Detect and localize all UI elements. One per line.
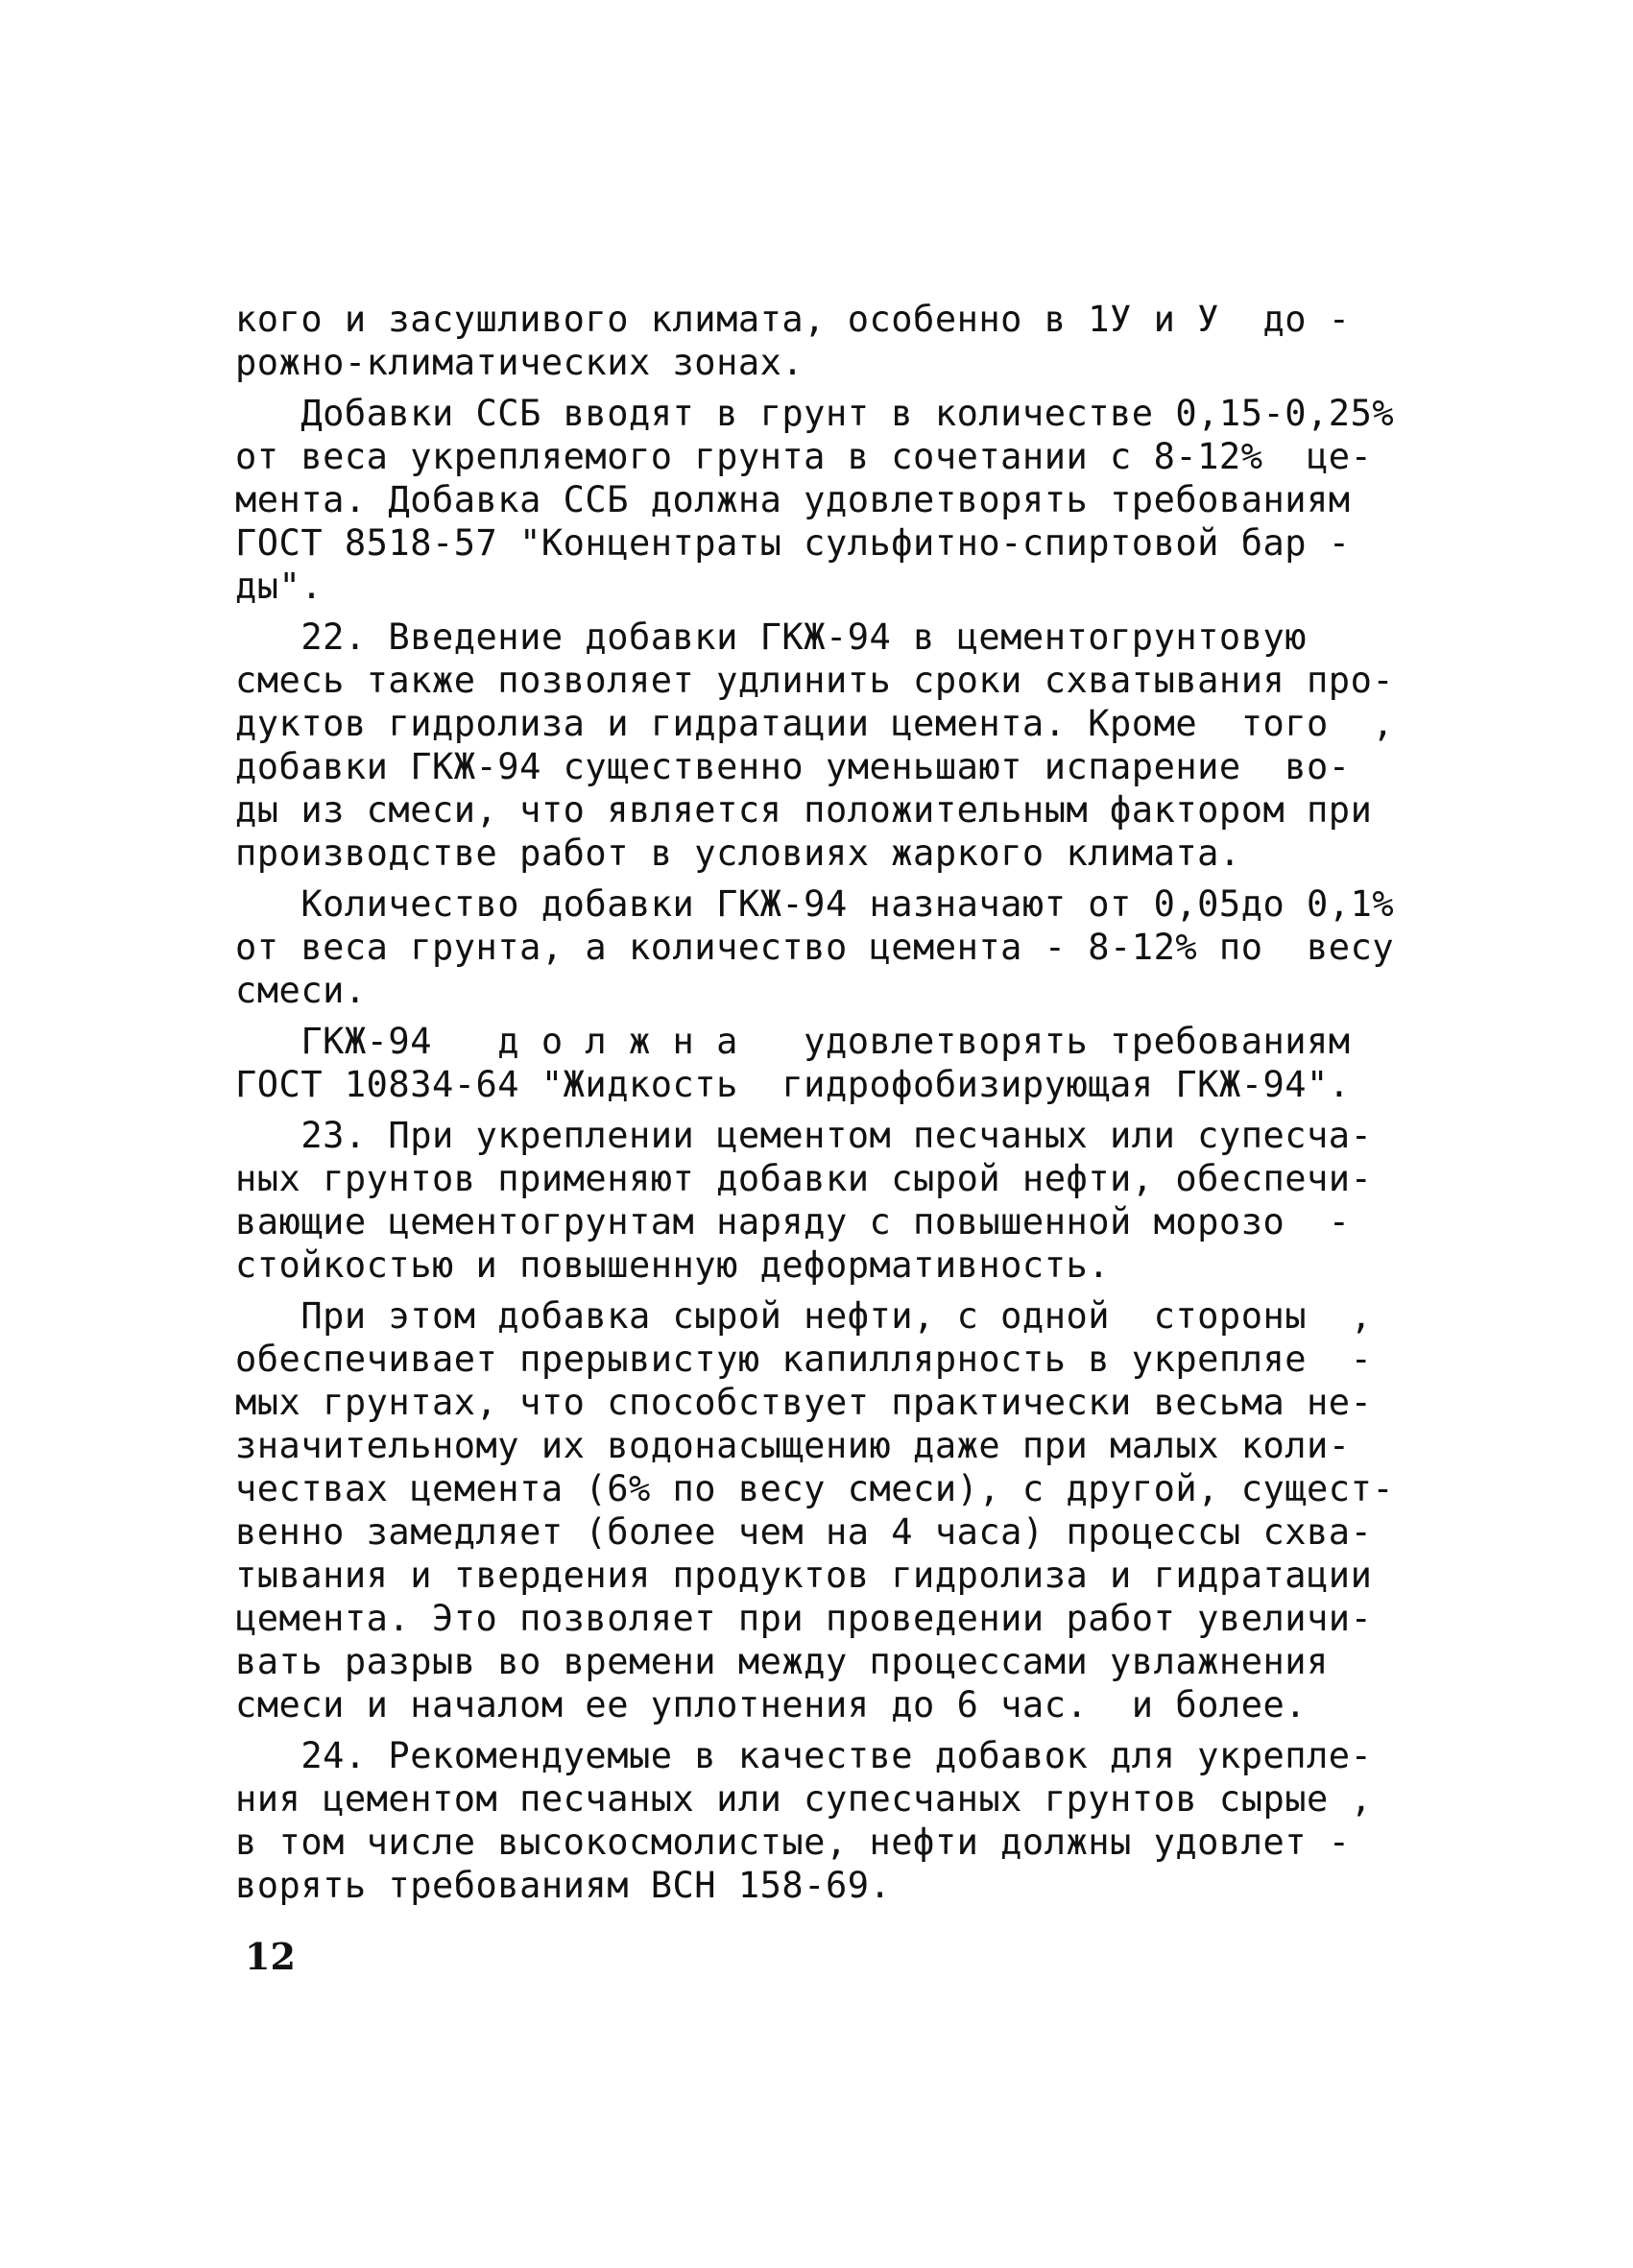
- document-text: [235, 298, 1395, 1907]
- text-line: венно замедляет (более чем на 4 часа) процессы схва-: [235, 1511, 1373, 1553]
- text-line: мых грунтах, что способствует практически весьма не-: [235, 1382, 1373, 1423]
- paragraph-gap: [235, 1287, 1373, 1294]
- text-line: в том числе высокосмолистые, нефти должны удовлет -: [235, 1822, 1351, 1863]
- paragraph-gap: [235, 1012, 1373, 1020]
- text-line: смесь также позволяет удлинить сроки схватывания про-: [235, 660, 1395, 701]
- text-line: обеспечивает прерывистую капиллярность в укрепляе -: [235, 1339, 1373, 1380]
- text-line: Количество добавки ГКЖ-94 назначают от 0,05до 0,1%: [235, 883, 1395, 925]
- text-line: добавки ГКЖ-94 существенно уменьшают испарение во-: [235, 746, 1351, 787]
- text-line: тывания и твердения продуктов гидролиза и гидратации: [235, 1555, 1373, 1596]
- text-line: мента. Добавка ССБ должна удовлетворять требованиям: [235, 479, 1351, 520]
- text-line: стойкостью и повышенную деформативность.: [235, 1244, 1111, 1286]
- text-line: ных грунтов применяют добавки сырой нефти, обеспечи-: [235, 1158, 1373, 1199]
- paragraph-gap: [235, 1726, 1373, 1734]
- text-line: ды из смеси, что является положительным фактором при: [235, 789, 1373, 831]
- text-line: Добавки ССБ вводят в грунт в количестве 0,15-0,25%: [235, 393, 1395, 434]
- text-line: чествах цемента (6% по весу смеси), с другой, сущест-: [235, 1468, 1395, 1509]
- text-line: рожно-климатических зонах.: [235, 342, 804, 383]
- paragraph-gap: [235, 608, 1373, 615]
- text-line: ды".: [235, 566, 324, 607]
- text-line: 22. Введение добавки ГКЖ-94 в цементогрунтовую: [235, 616, 1308, 658]
- text-line: цемента. Это позволяет при проведении работ увеличи-: [235, 1598, 1373, 1639]
- text-line: ГКЖ-94 д о л ж н а удовлетворять требованиям: [235, 1021, 1351, 1062]
- paragraph-gap: [235, 1106, 1373, 1114]
- paragraph-gap: [235, 875, 1373, 882]
- text-line: ворять требованиям ВСН 158-69.: [235, 1865, 892, 1906]
- text-line: ния цементом песчаных или супесчаных грунтов сырые ,: [235, 1778, 1373, 1820]
- text-line: ГОСТ 10834-64 "Жидкость гидрофобизирующая ГКЖ-94".: [235, 1064, 1351, 1105]
- text-line: вающие цементогрунтам наряду с повышенной морозо -: [235, 1201, 1351, 1243]
- text-line: вать разрыв во времени между процессами увлажнения: [235, 1641, 1329, 1682]
- text-line: ГОСТ 8518-57 "Концентраты сульфитно-спиртовой бар -: [235, 522, 1351, 564]
- paragraph-gap: [235, 384, 1373, 392]
- text-line: смеси и началом ее уплотнения до 6 час. и более.: [235, 1684, 1308, 1725]
- text-line: кого и засушливого климата, особенно в 1У и У до -: [235, 299, 1351, 340]
- text-line: 24. Рекомендуемые в качестве добавок для укрепле-: [235, 1735, 1373, 1776]
- text-line: смеси.: [235, 970, 367, 1011]
- page-number: 12: [245, 1935, 296, 1978]
- text-line: значительному их водонасыщению даже при малых коли-: [235, 1425, 1351, 1466]
- text-line: производстве работ в условиях жаркого климата.: [235, 832, 1241, 874]
- text-line: от веса грунта, а количество цемента - 8-12% по весу: [235, 927, 1395, 968]
- text-line: 23. При укреплении цементом песчаных или супесча-: [235, 1115, 1373, 1156]
- text-line: дуктов гидролиза и гидратации цемента. Кроме того ,: [235, 703, 1395, 744]
- text-line: от веса укрепляемого грунта в сочетании с 8-12% це-: [235, 436, 1373, 477]
- text-line: При этом добавка сырой нефти, с одной стороны ,: [235, 1295, 1373, 1337]
